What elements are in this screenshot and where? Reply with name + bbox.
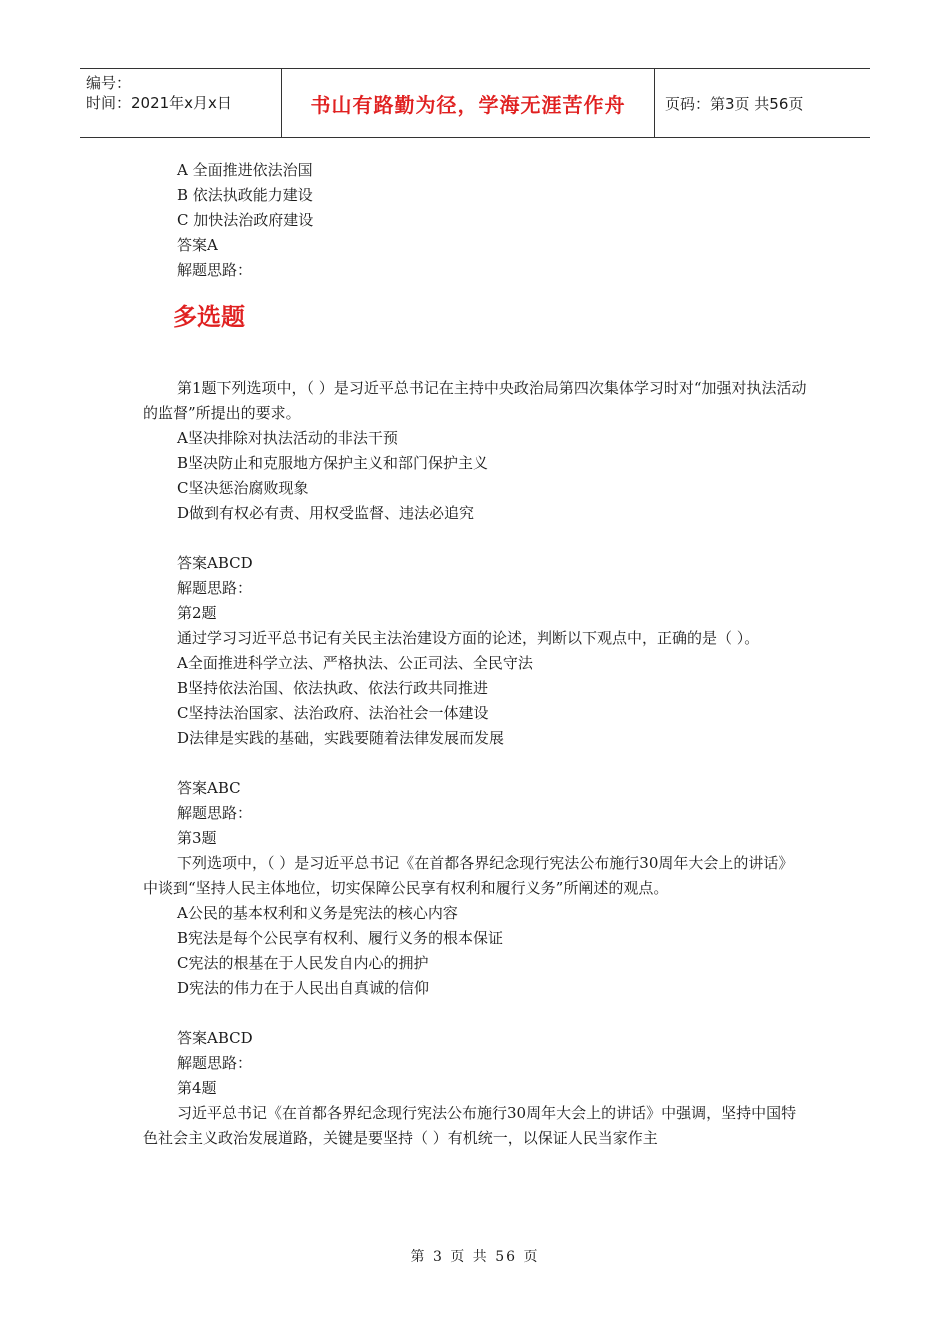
header-page-info: 页码：第3页 共56页 [665, 94, 804, 113]
spacer [143, 751, 808, 776]
q3-answer: 答案ABCD [177, 1029, 253, 1047]
q2-stem: 通过学习习近平总书记有关民主法治建设方面的论述，判断以下观点中，正确的是（ ）。 [177, 629, 760, 647]
q1-answer: 答案ABCD [177, 554, 253, 572]
time-label: 时间：2021年x月x日 [86, 94, 232, 112]
q4-stem: 习近平总书记《在首都各界纪念现行宪法公布施行30周年大会上的讲话》中强调，坚持中国特色社会主义政治发展道路，关键是要坚持（ ）有机统一，以保证人民当家作主 [143, 1104, 797, 1147]
q2-number: 第2题 [177, 604, 217, 622]
q2-answer: 答案ABC [177, 779, 241, 797]
header-slogan: 书山有路勤为径，学海无涯苦作舟 [281, 69, 655, 137]
page-footer: 第 3 页 共 56 页 [410, 1249, 540, 1265]
q2-hint: 解题思路： [177, 804, 253, 822]
q2-option-c: C坚持法治国家、法治政府、法治社会一体建设 [177, 704, 489, 722]
header-meta [80, 69, 281, 137]
q2-option-d: D法律是实践的基础，实践要随着法律发展而发展 [177, 729, 505, 747]
q1-option-c: C坚决惩治腐败现象 [177, 479, 309, 497]
q3-option-b: B宪法是每个公民享有权利、履行义务的根本保证 [177, 929, 504, 947]
prev-option-c: C 加快法治政府建设 [177, 211, 314, 229]
q1-stem: 第1题下列选项中，（ ）是习近平总书记在主持中央政治局第四次集体学习时对“加强对执法活动的监督”所提出的要求。 [143, 379, 807, 422]
prev-answer: 答案A [177, 236, 218, 254]
prev-option-b: B 依法执政能力建设 [177, 186, 313, 204]
q2-option-a: A全面推进科学立法、严格执法、公正司法、全民守法 [177, 654, 533, 672]
number-label: 编号： [86, 74, 132, 92]
spacer [143, 526, 808, 551]
q1-option-a: A坚决排除对执法活动的非法干预 [177, 429, 398, 447]
q4-number: 第4题 [177, 1079, 217, 1097]
section-title: 多选题 [173, 303, 245, 331]
q3-option-c: C宪法的根基在于人民发自内心的拥护 [177, 954, 429, 972]
page-header [80, 68, 870, 138]
spacer [143, 1001, 808, 1026]
q3-option-a: A公民的基本权利和义务是宪法的核心内容 [177, 904, 458, 922]
q3-hint: 解题思路： [177, 1054, 253, 1072]
q2-option-b: B坚持依法治国、依法执政、依法行政共同推进 [177, 679, 489, 697]
q3-option-d: D宪法的伟力在于人民出自真诚的信仰 [177, 979, 430, 997]
q1-hint: 解题思路： [177, 579, 253, 597]
q1-option-d: D做到有权必有责、用权受监督、违法必追究 [177, 504, 475, 522]
prev-option-a: A 全面推进依法治国 [177, 161, 313, 179]
q3-stem: 下列选项中，（ ）是习近平总书记《在首都各界纪念现行宪法公布施行30周年大会上的讲话》中谈到“坚持人民主体地位，切实保障公民享有权利和履行义务”所阐述的观点。 [143, 854, 794, 897]
q3-number: 第3题 [177, 829, 217, 847]
document-body [143, 158, 808, 1151]
q1-option-b: B坚决防止和克服地方保护主义和部门保护主义 [177, 454, 489, 472]
prev-hint: 解题思路： [177, 261, 253, 279]
